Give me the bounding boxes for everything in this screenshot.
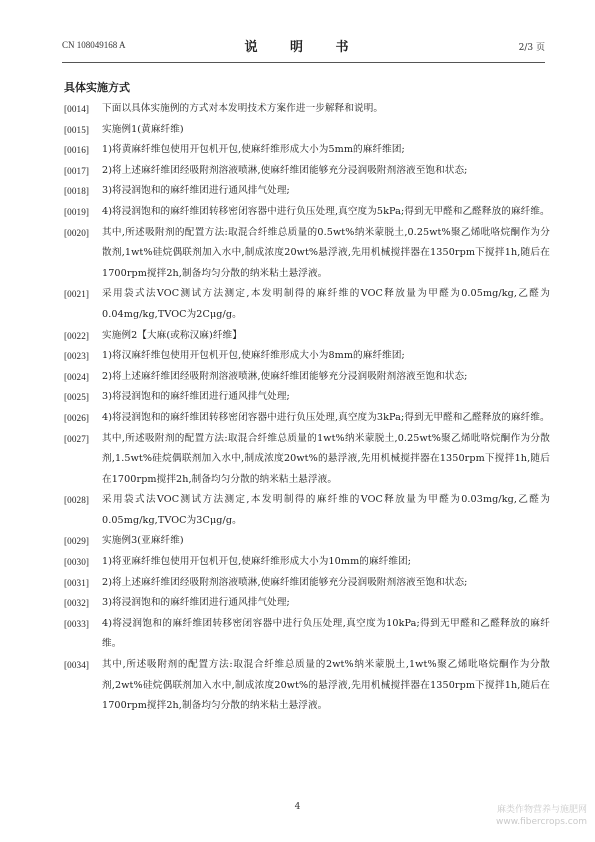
header-divider xyxy=(62,62,545,63)
paragraph-number: [0016] xyxy=(64,145,90,156)
paragraph-text: 4)将浸润饱和的麻纤维团转移密闭容器中进行负压处理,真空度为3kPa;得到无甲醛和乙醛释放的麻纤维。 xyxy=(102,411,550,423)
paragraph-text: 下面以具体实施例的方式对本发明技术方案作进一步解释和说明。 xyxy=(102,103,384,114)
paragraph-number: [0021] xyxy=(64,289,90,300)
paragraph-list xyxy=(64,99,550,717)
paragraph xyxy=(64,490,550,531)
paragraph-number: [0031] xyxy=(64,577,90,588)
paragraph-text: 3)将浸润饱和的麻纤维团进行通风排气处理; xyxy=(102,185,290,197)
paragraph xyxy=(64,593,550,614)
paragraph-number: [0014] xyxy=(64,104,90,114)
paragraph-number: [0030] xyxy=(64,557,90,568)
paragraph-number: [0029] xyxy=(64,536,90,547)
paragraph-number: [0020] xyxy=(64,227,90,238)
paragraph-text: 其中,所述吸附剂的配置方法:取混合纤维总质量的1wt%纳米蒙脱土,0.25wt%聚乙烯吡咯烷酮作为分散剂,1.5wt%硅烷偶联剂加入水中,制成浓度20wt%的悬浮液,先用机械搅拌器在1350rpm下搅拌1h,随后在1700rpm搅拌2h,制备均匀分散的纳米粘土悬浮液。 xyxy=(102,432,550,485)
paragraph xyxy=(64,429,550,491)
paragraph xyxy=(64,326,550,347)
document-title: 说 明 书 xyxy=(244,40,363,55)
paragraph xyxy=(64,202,550,223)
paragraph-number: [0023] xyxy=(64,351,90,362)
paragraph-text: 2)将上述麻纤维团经吸附剂溶液喷淋,使麻纤维团能够充分浸润吸附剂溶液至饱和状态; xyxy=(102,576,468,588)
paragraph-number: [0025] xyxy=(64,392,90,403)
paragraph xyxy=(64,223,550,285)
paragraph xyxy=(64,181,550,202)
paragraph xyxy=(64,387,550,408)
paragraph-text: 2)将上述麻纤维团经吸附剂溶液喷淋,使麻纤维团能够充分浸润吸附剂溶液至饱和状态; xyxy=(102,164,468,176)
paragraph-number: [0017] xyxy=(64,165,90,176)
paragraph-number: [0028] xyxy=(64,495,90,506)
paragraph-text: 4)将浸润饱和的麻纤维团转移密闭容器中进行负压处理,真空度为5kPa;得到无甲醛和乙醛释放的麻纤维。 xyxy=(102,205,550,217)
paragraph xyxy=(64,367,550,388)
paragraph-text: 采用袋式法VOC测试方法测定,本发明制得的麻纤维的VOC释放量为甲醛为0.05mg/kg,乙醛为0.04mg/kg,TVOC为2Cμg/g。 xyxy=(102,288,550,320)
paragraph xyxy=(64,140,550,161)
paragraph-text: 实施例3(亚麻纤维) xyxy=(102,535,184,547)
paragraph-number: [0027] xyxy=(64,433,90,444)
paragraph-text: 3)将浸润饱和的麻纤维团进行通风排气处理; xyxy=(102,597,290,609)
watermark-url: www.fibercrops.com xyxy=(496,817,587,827)
paragraph-number: [0034] xyxy=(64,660,90,671)
paragraph-number: [0026] xyxy=(64,412,90,423)
paragraph xyxy=(64,161,550,182)
paragraph xyxy=(64,531,550,552)
paragraph-number: [0024] xyxy=(64,371,90,382)
paragraph xyxy=(64,655,550,717)
paragraph-number: [0033] xyxy=(64,618,90,629)
paragraph-number: [0022] xyxy=(64,330,90,341)
paragraph-text: 实施例1(黄麻纤维) xyxy=(102,123,184,135)
paragraph-number: [0032] xyxy=(64,598,90,609)
paragraph xyxy=(64,573,550,594)
page-header xyxy=(62,36,545,56)
paragraph xyxy=(64,99,550,120)
paragraph-text: 实施例2【大麻(或称汉麻)纤维】 xyxy=(102,329,242,341)
page-number: 4 xyxy=(294,802,301,812)
paragraph-text: 4)将浸润饱和的麻纤维团转移密闭容器中进行负压处理,真空度为10kPa;得到无甲醛和乙醛释放的麻纤维。 xyxy=(102,617,550,650)
paragraph-text: 2)将上述麻纤维团经吸附剂溶液喷淋,使麻纤维团能够充分浸润吸附剂溶液至饱和状态; xyxy=(102,370,468,382)
paragraph-text: 1)将黄麻纤维包使用开包机开包,使麻纤维形成大小为5mm的麻纤维团; xyxy=(102,144,405,156)
paragraph-number: [0018] xyxy=(64,186,90,197)
page-count: 2/3 页 xyxy=(518,43,545,53)
paragraph-number: [0019] xyxy=(64,206,90,217)
paragraph xyxy=(64,284,550,325)
paragraph-text: 1)将亚麻纤维包使用开包机开包,使麻纤维形成大小为10mm的麻纤维团; xyxy=(102,556,412,568)
paragraph xyxy=(64,346,550,367)
publication-number: CN 108049168 A xyxy=(62,40,126,50)
paragraph-text: 采用袋式法VOC测试方法测定,本发明制得的麻纤维的VOC释放量为甲醛为0.03mg/kg,乙醛为0.05mg/kg,TVOC为3Cμg/g。 xyxy=(102,494,550,526)
paragraph-text: 3)将浸润饱和的麻纤维团进行通风排气处理; xyxy=(102,391,290,403)
paragraph xyxy=(64,120,550,141)
section-title: 具体实施方式 xyxy=(64,81,130,94)
paragraph xyxy=(64,408,550,429)
paragraph-text: 其中,所述吸附剂的配置方法:取混合纤维总质量的0.5wt%纳米蒙脱土,0.25wt%聚乙烯吡咯烷酮作为分散剂,1wt%硅烷偶联剂加入水中,制成浓度20wt%悬浮液,先用机械搅拌器在1350rpm下搅拌1h,随后在1700rpm搅拌2h,制备均匀分散的纳米粘土悬浮液。 xyxy=(102,226,550,279)
paragraph-text: 其中,所述吸附剂的配置方法:取混合纤维总质量的2wt%纳米蒙脱土,1wt%聚乙烯吡咯烷酮作为分散剂,2wt%硅烷偶联剂加入水中,制成浓度20wt%的悬浮液,先用机械搅拌器在1350rpm下搅拌1h,随后在1700rpm搅拌2h,制备均匀分散的纳米粘土悬浮液。 xyxy=(102,659,550,712)
paragraph-text: 1)将汉麻纤维包使用开包机开包,使麻纤维形成大小为8mm的麻纤维团; xyxy=(102,350,405,362)
paragraph xyxy=(64,552,550,573)
site-watermark xyxy=(496,804,587,828)
paragraph-number: [0015] xyxy=(64,124,90,135)
document-body xyxy=(64,78,550,717)
watermark-title: 麻类作物营养与施肥网 xyxy=(496,805,587,815)
paragraph xyxy=(64,614,550,655)
